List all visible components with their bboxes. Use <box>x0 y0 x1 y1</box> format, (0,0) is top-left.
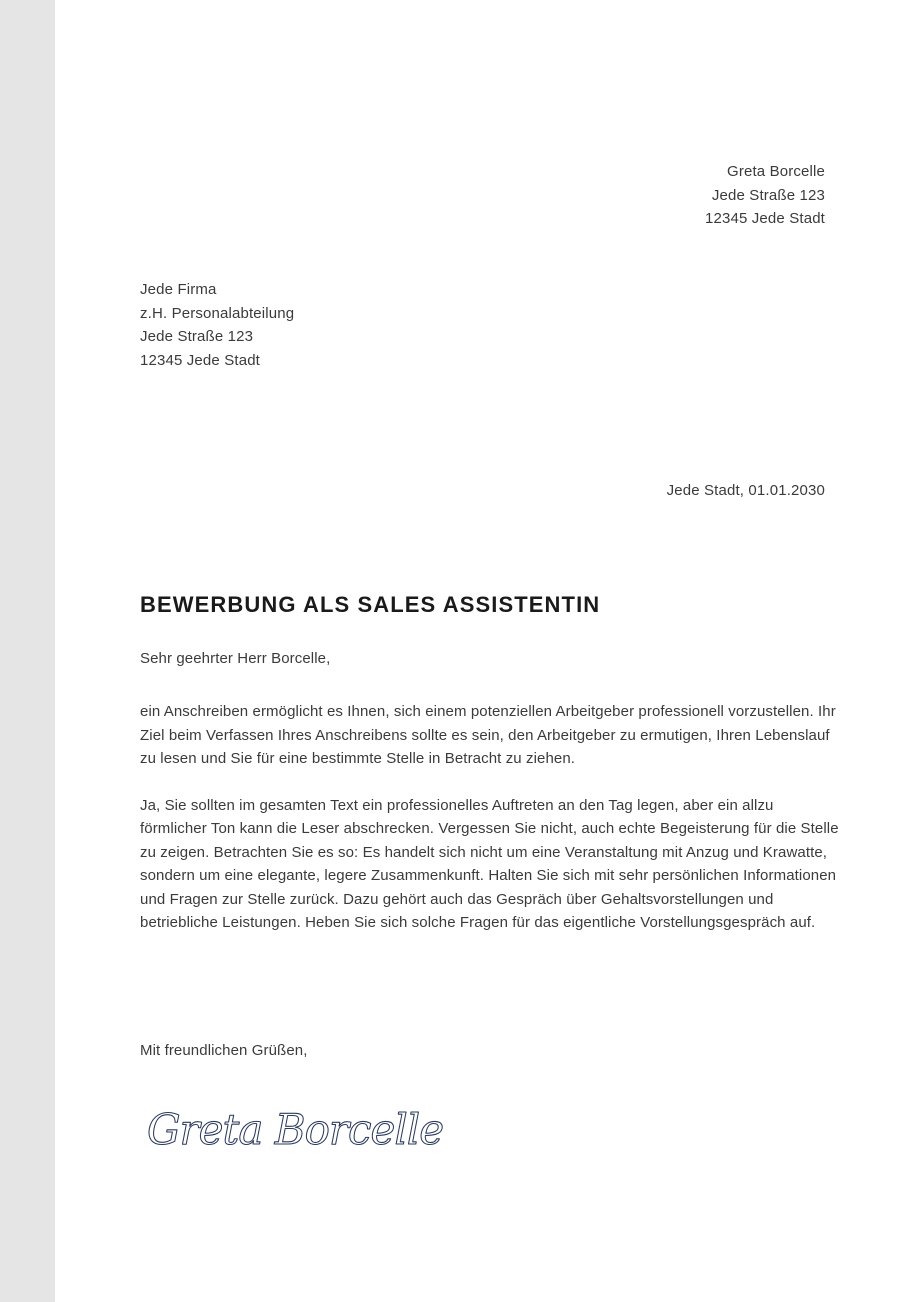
date-line: Jede Stadt, 01.01.2030 <box>666 482 825 499</box>
sender-line: Greta Borcelle <box>727 163 825 180</box>
letter-page <box>55 0 920 1302</box>
sender-line: 12345 Jede Stadt <box>705 210 825 227</box>
handwritten-signature-icon <box>143 1092 444 1164</box>
closing-line: Mit freundlichen Grüßen, <box>140 1042 308 1059</box>
salutation: Sehr geehrter Herr Borcelle, <box>140 650 331 667</box>
recipient-address-block <box>140 278 294 372</box>
body-paragraph: Ja, Sie sollten im gesamten Text ein professionelles Auftreten an den Tag legen, aber ein allzu förmlicher Ton kann die Leser abschrecken. Vergessen Sie nicht, auch echte Begeisterung für die Stelle zu zeigen. Betrachten Sie es so: Es handelt sich nicht um eine Veranstaltung mit Anzug und Krawatte, sondern um eine elegante, legere Zusammenkunft. Halten Sie sich mit sehr persönlichen Informationen und Fragen zur Stelle zurück. Dazu gehört auch das Gespräch über Gehaltsvorstellungen und betriebliche Leistungen. Heben Sie sich solche Fragen für das eigentliche Vorstellungsgespräch auf. <box>140 796 839 931</box>
body-paragraph: ein Anschreiben ermöglicht es Ihnen, sich einem potenziellen Arbeitgeber professionell vorzustellen. Ihr Ziel beim Verfassen Ihres Anschreibens sollte es sein, den Arbeitgeber zu ermutigen, Ihren Lebenslauf zu lesen und Sie für eine bestimmte Stelle in Betracht zu ziehen. <box>140 703 836 767</box>
letter-headline: BEWERBUNG ALS SALES ASSISTENTIN <box>140 592 601 617</box>
signature-name: Greta Borcelle <box>147 1105 444 1154</box>
recipient-line: z.H. Personalabteilung <box>140 304 295 322</box>
sender-address-block <box>705 160 825 231</box>
recipient-line: Jede Straße 123 <box>140 328 254 345</box>
letter-body <box>140 700 840 958</box>
signature <box>143 1092 444 1164</box>
recipient-line: 12345 Jede Stadt <box>140 351 260 369</box>
recipient-line: Jede Firma <box>140 281 217 298</box>
sender-line: Jede Straße 123 <box>711 186 825 204</box>
